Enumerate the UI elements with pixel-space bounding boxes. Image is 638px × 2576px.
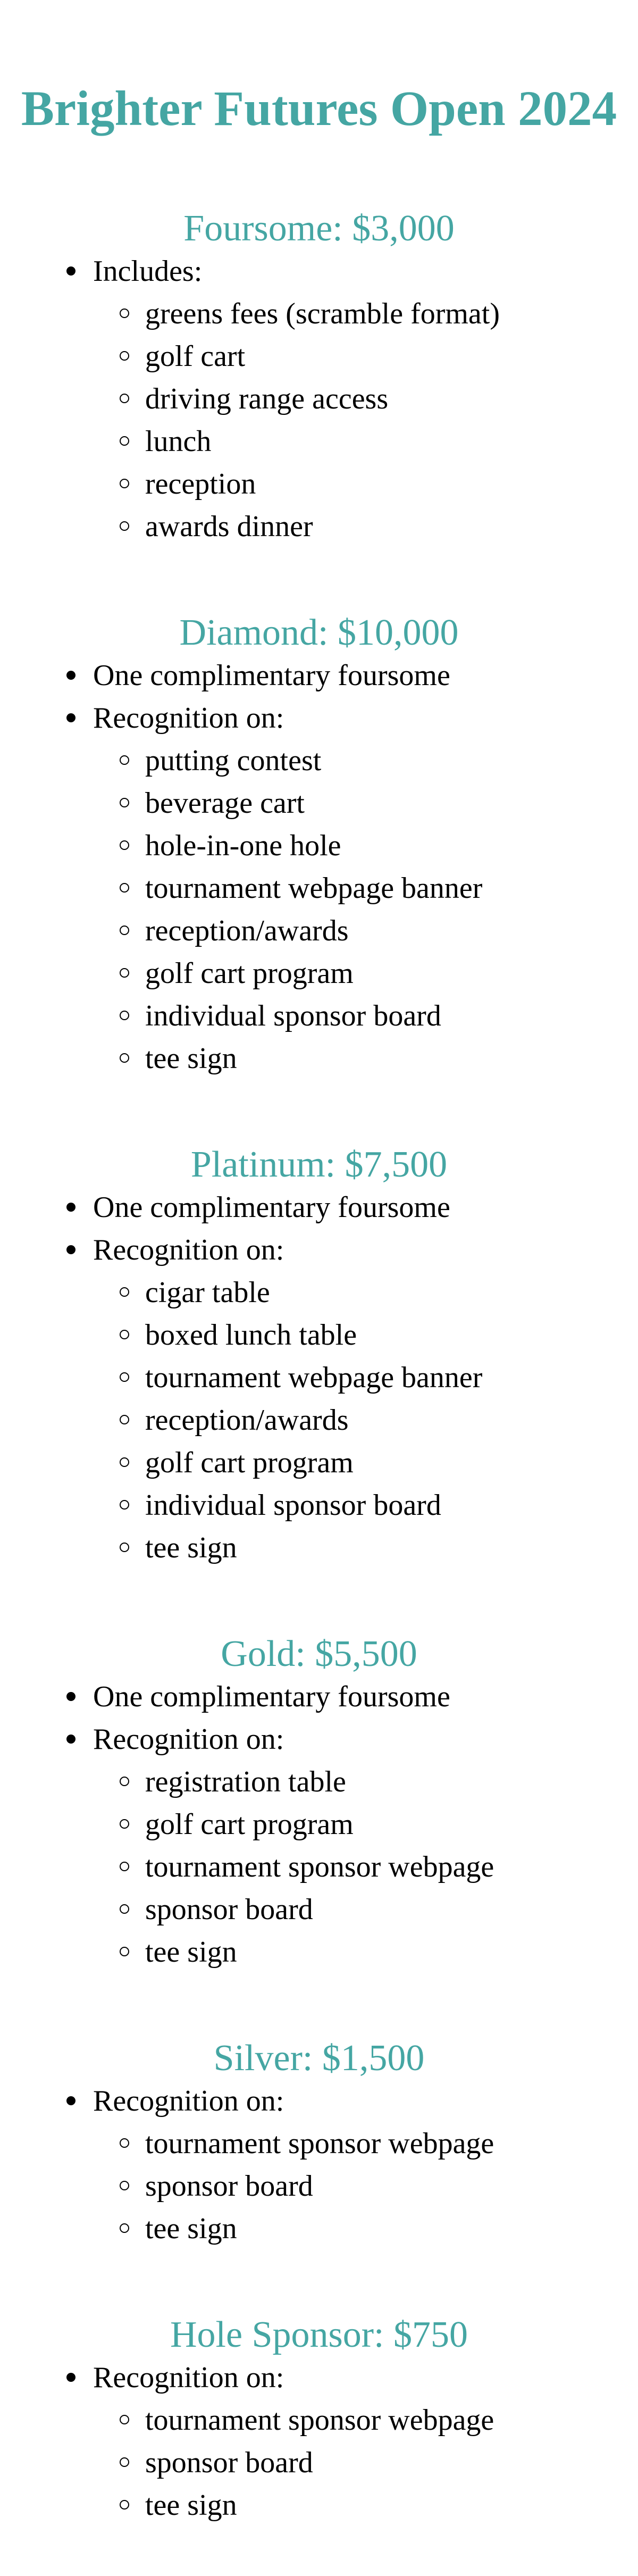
benefit-label: Includes:: [93, 255, 203, 288]
page-title: Brighter Futures Open 2024: [21, 81, 617, 136]
tier-benefits-list: [0, 250, 638, 548]
recognition-item: tournament sponsor webpage: [145, 1846, 638, 1888]
recognition-item: tournament webpage banner: [145, 867, 638, 910]
tier-section: [0, 2037, 638, 2250]
tier-section: [0, 1144, 638, 1569]
recognition-item: individual sponsor board: [145, 995, 638, 1037]
recognition-item: boxed lunch table: [145, 1314, 638, 1356]
tier-benefits-list: [0, 654, 638, 1080]
benefit-item: [93, 1675, 638, 1718]
benefit-label: Recognition on:: [93, 2361, 284, 2394]
tier-benefits-list: [0, 2356, 638, 2527]
recognition-list: [93, 293, 638, 548]
benefit-label: One complimentary foursome: [93, 659, 450, 692]
recognition-item: golf cart program: [145, 1441, 638, 1484]
tier-benefits-list: [0, 2080, 638, 2250]
tier-heading: Foursome: $3,000: [183, 208, 455, 249]
recognition-list: [93, 739, 638, 1080]
recognition-item: reception: [145, 463, 638, 505]
recognition-item: golf cart program: [145, 1803, 638, 1846]
recognition-item: reception/awards: [145, 910, 638, 952]
tier-section: [0, 207, 638, 548]
recognition-item: lunch: [145, 420, 638, 463]
recognition-item: tee sign: [145, 1037, 638, 1080]
recognition-item: golf cart program: [145, 952, 638, 995]
benefit-item: [93, 2080, 638, 2250]
recognition-item: tee sign: [145, 1931, 638, 1973]
recognition-item: tournament sponsor webpage: [145, 2122, 638, 2165]
benefit-item: [93, 1186, 638, 1229]
recognition-item: tournament sponsor webpage: [145, 2399, 638, 2441]
recognition-list: [93, 1761, 638, 1973]
benefit-item: [93, 1718, 638, 1973]
tier-section: [0, 2314, 638, 2527]
recognition-list: [93, 1271, 638, 1569]
benefit-label: Recognition on:: [93, 2085, 284, 2118]
benefit-item: [93, 1229, 638, 1569]
recognition-item: registration table: [145, 1761, 638, 1803]
recognition-item: greens fees (scramble format): [145, 293, 638, 335]
benefit-item: [93, 2356, 638, 2527]
benefit-label: One complimentary foursome: [93, 1191, 450, 1224]
benefit-item: [93, 654, 638, 697]
tier-heading: Gold: $5,500: [221, 1633, 417, 1674]
benefit-item: [93, 697, 638, 1080]
recognition-item: cigar table: [145, 1271, 638, 1314]
benefit-item: [93, 250, 638, 548]
recognition-item: driving range access: [145, 378, 638, 420]
recognition-item: reception/awards: [145, 1399, 638, 1441]
recognition-item: beverage cart: [145, 782, 638, 824]
tier-section: [0, 612, 638, 1080]
recognition-item: sponsor board: [145, 2165, 638, 2207]
tier-benefits-list: [0, 1186, 638, 1569]
sponsorship-tiers: [0, 207, 638, 2527]
recognition-item: tee sign: [145, 2484, 638, 2527]
recognition-item: sponsor board: [145, 1888, 638, 1931]
recognition-item: golf cart: [145, 335, 638, 378]
recognition-list: [93, 2122, 638, 2250]
recognition-item: tee sign: [145, 1527, 638, 1569]
benefit-label: Recognition on:: [93, 702, 284, 735]
benefit-label: Recognition on:: [93, 1233, 284, 1266]
tier-heading: Diamond: $10,000: [179, 612, 459, 653]
tier-heading: Platinum: $7,500: [190, 1144, 448, 1185]
tier-section: [0, 1633, 638, 1973]
recognition-item: tournament webpage banner: [145, 1356, 638, 1399]
tier-heading: Silver: $1,500: [213, 2038, 425, 2079]
tier-benefits-list: [0, 1675, 638, 1973]
recognition-item: putting contest: [145, 739, 638, 782]
recognition-item: tee sign: [145, 2207, 638, 2250]
benefit-label: Recognition on:: [93, 1723, 284, 1756]
tier-heading: Hole Sponsor: $750: [170, 2314, 468, 2355]
recognition-item: hole-in-one hole: [145, 824, 638, 867]
benefit-label: One complimentary foursome: [93, 1680, 450, 1713]
recognition-item: sponsor board: [145, 2441, 638, 2484]
recognition-list: [93, 2399, 638, 2527]
recognition-item: individual sponsor board: [145, 1484, 638, 1527]
recognition-item: awards dinner: [145, 505, 638, 548]
